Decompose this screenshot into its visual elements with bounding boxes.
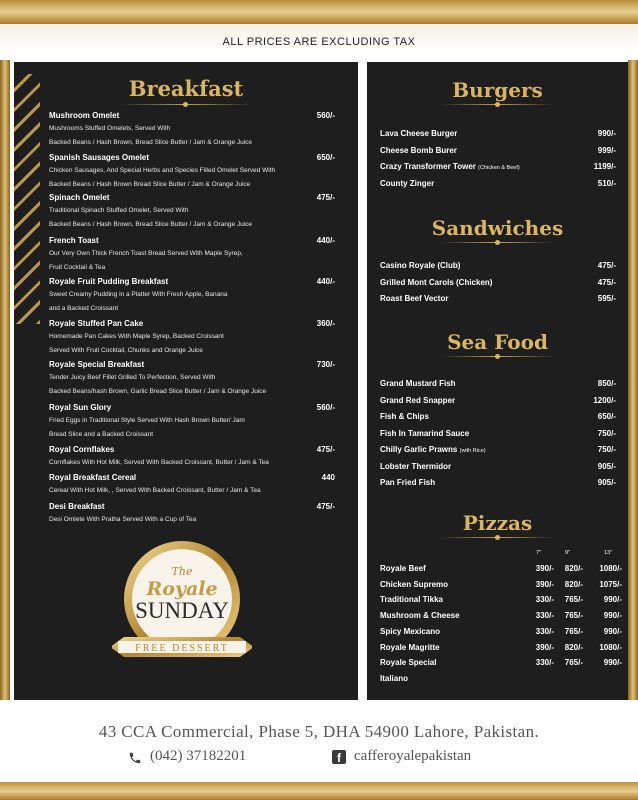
pizza-item-price: 390/-	[535, 642, 554, 652]
pizza-item-price: 765/-	[564, 611, 583, 621]
sandwiches-item-name	[380, 294, 448, 303]
burgers-item-note: (Chicken & Beef)	[478, 165, 520, 171]
burgers-item-name	[380, 162, 520, 171]
breakfast-item-price: 360/-	[316, 319, 335, 328]
seafood-item-name	[380, 429, 469, 438]
seafood-item	[380, 478, 616, 490]
burgers-item-name-text: Cheese Bomb Burer	[380, 145, 457, 155]
breakfast-item	[49, 445, 335, 457]
pizza-size-header: 13"	[604, 550, 613, 556]
seafood-rule-dot	[495, 354, 500, 359]
burgers-title: Burgers	[452, 78, 543, 102]
breakfast-item	[49, 277, 335, 289]
breakfast-item-desc: Cereal With Hot Milk, , Served With Backed Croissant, Butter / Jam & Tea	[49, 487, 261, 494]
facebook-icon: f	[332, 750, 346, 764]
breakfast-item	[49, 360, 335, 372]
pizza-item-price: 765/-	[564, 626, 583, 636]
breakfast-item-desc: Served With Fruit Cocktail, Chunks and Orange Juice	[49, 347, 203, 354]
breakfast-item-name: Royal Sun Glory	[49, 403, 112, 412]
breakfast-item	[49, 236, 335, 248]
seafood-item-name-text: Fish & Chips	[380, 412, 429, 421]
breakfast-item-name: Spanish Sausages Omelet	[49, 153, 150, 162]
breakfast-item-desc: Desi Omlete With Pratha Served With a Cup of Tea	[49, 516, 197, 523]
breakfast-item-name: Royale Fruit Pudding Breakfast	[49, 277, 169, 286]
pizzas-rule-dot	[495, 535, 500, 540]
breakfast-item-price: 560/-	[316, 111, 335, 120]
breakfast-item-price: 475/-	[316, 445, 335, 454]
breakfast-item-name: Royal Cornflakes	[49, 445, 115, 454]
breakfast-item-name: Spinach Omelet	[49, 193, 110, 202]
breakfast-item-name: Desi Breakfast	[49, 502, 105, 511]
seafood-item-price: 750/-	[597, 445, 616, 454]
pizza-item-price: 990/-	[603, 626, 622, 636]
pizza-item-price: 820/-	[564, 564, 583, 573]
pizza-item-name: Italiano	[380, 673, 409, 683]
breakfast-item	[49, 319, 335, 331]
breakfast-item-price: 560/-	[316, 403, 335, 412]
burgers-item-price: 510/-	[597, 178, 616, 188]
breakfast-item-desc: Mushrooms Stuffed Omelets, Served With	[49, 125, 171, 132]
breakfast-item-desc: and a Backed Croissant	[49, 305, 119, 312]
breakfast-item-desc: Homemade Pan Cakes With Maple Syrep, Backed Croissant	[49, 333, 224, 340]
burgers-item	[380, 146, 616, 158]
facebook-handle: cafferoyalepakistan	[354, 748, 472, 764]
breakfast-item-desc: Backed Beans/hash Brown, Garlic Bread Slice Butter / Jam & Orange Juice	[49, 388, 267, 395]
seafood-item-price: 750/-	[597, 428, 616, 438]
pizza-item-price: 330/-	[535, 658, 554, 668]
pizza-item-name: Mushroom & Cheese	[380, 611, 460, 621]
burgers-item-name	[380, 179, 434, 188]
breakfast-item-price: 650/-	[316, 153, 335, 162]
seafood-item	[380, 412, 616, 424]
burgers-item-name	[380, 129, 457, 138]
breakfast-item-desc: Traditional Spinach Stuffed Omelet, Served With	[49, 207, 189, 214]
burgers-item	[380, 129, 616, 141]
seafood-item-name	[380, 396, 455, 405]
seafood-item	[380, 396, 616, 408]
pizza-item-price: 330/-	[535, 611, 554, 621]
burgers-item	[380, 179, 616, 191]
burgers-item-price: 999/-	[597, 145, 616, 155]
sandwiches-item-price: 595/-	[597, 294, 616, 303]
pizza-item-price: 390/-	[535, 579, 554, 589]
sandwiches-item-price: 475/-	[597, 261, 616, 270]
seafood-item	[380, 462, 616, 474]
badge-royale: Royale	[146, 578, 218, 600]
pizza-item-price: 990/-	[603, 595, 622, 605]
sandwiches-item-price: 475/-	[597, 277, 616, 287]
breakfast-item-price: 440/-	[316, 277, 335, 286]
sandwiches-title: Sandwiches	[431, 216, 564, 240]
seafood-item-name	[380, 412, 429, 421]
breakfast-item	[49, 111, 335, 123]
breakfast-item-price: 475/-	[316, 502, 335, 511]
burgers-item-name-text: Crazy Transformer Tower	[380, 162, 476, 171]
pizza-item-price: 390/-	[535, 564, 554, 573]
breakfast-item-name: French Toast	[49, 236, 99, 245]
seafood-item	[380, 429, 616, 441]
breakfast-item-desc: Our Very Own Thick French Toast Bread Served With Maple Syrep,	[49, 250, 243, 257]
breakfast-item	[49, 473, 335, 485]
pizza-item-price: 765/-	[564, 658, 583, 668]
decorative-chevrons	[14, 74, 40, 324]
sandwiches-item-name	[380, 278, 492, 287]
seafood-item-price: 650/-	[597, 412, 616, 421]
pizza-item-price: 1080/-	[599, 564, 622, 573]
royale-sunday-badge	[112, 537, 252, 677]
seafood-item-name-text: Grand Red Snapper	[380, 395, 456, 405]
pizza-item-price: 330/-	[535, 626, 554, 636]
breakfast-item-desc: Cornflakes With Hot Milk, Served With Backed Croissant, Butter / Jam & Tea	[49, 459, 269, 466]
sandwiches-item	[380, 294, 616, 306]
seafood-item-name-text: Chilly Garlic Prawns	[380, 445, 458, 454]
seafood-item-price: 905/-	[597, 478, 616, 487]
pizza-item-price: 990/-	[603, 611, 622, 621]
seafood-item-name-text: Fish In Tamarind Sauce	[380, 428, 470, 438]
breakfast-item-desc: Backed Beans / Hash Brown Bread Slice Butter / Jam & Orange Juice	[49, 181, 251, 188]
sandwiches-rule-dot	[495, 240, 500, 245]
breakfast-item-price: 440	[321, 473, 335, 482]
pizza-item-price: 820/-	[564, 579, 583, 589]
breakfast-item-name: Royale Special Breakfast	[49, 360, 145, 369]
seafood-item-price: 905/-	[597, 461, 616, 471]
breakfast-item-desc: Fried Eggs in Traditional Style Served With Hash Brown Butter/ Jam	[49, 417, 245, 424]
breakfast-item-name: Mushroom Omelet	[49, 111, 120, 120]
badge-free-dessert: FREE DESSERT	[135, 643, 229, 654]
phone-number: (042) 37182201	[150, 748, 247, 764]
pizza-item-name: Spicy Mexicano	[380, 626, 441, 636]
burgers-item-name-text: Lava Cheese Burger	[380, 129, 458, 138]
breakfast-item-desc: Tender Juicy Beef Fillet Grilled To Perfection, Served With	[49, 374, 216, 381]
seafood-title: Sea Food	[447, 330, 548, 354]
sandwiches-item	[380, 261, 616, 273]
burgers-rule-dot	[495, 102, 500, 107]
sandwiches-item-name-text: Casino Royale (Club)	[380, 261, 461, 270]
seafood-item-name	[380, 478, 435, 487]
bottom-gold-bar	[0, 782, 638, 800]
breakfast-item	[49, 193, 335, 205]
pizza-item-price: 1075/-	[599, 579, 622, 589]
breakfast-item-desc: Bread Slice and a Backed Croissant	[49, 431, 154, 438]
badge-the: The	[171, 565, 193, 578]
pizza-item-price: 820/-	[564, 642, 583, 652]
burgers-item	[380, 162, 616, 174]
seafood-item-price: 1200/-	[593, 395, 616, 405]
breakfast-item-price: 475/-	[316, 193, 335, 202]
seafood-item	[380, 379, 616, 391]
breakfast-item	[49, 403, 335, 415]
burgers-item-name-text: County Zinger	[380, 178, 435, 188]
sandwiches-item	[380, 278, 616, 290]
breakfast-item-desc: Backed Beans / Hash Brown, Bread Slice Butter / Jam & Orange Juice	[49, 139, 253, 146]
pizza-item-price: 330/-	[535, 595, 554, 605]
seafood-item-name-text: Pan Fried Fish	[380, 478, 436, 487]
pizza-item-price: 990/-	[603, 658, 622, 668]
phone-icon	[128, 751, 142, 765]
seafood-item-note: (with Rice)	[459, 448, 486, 454]
seafood-item-name-text: Lobster Thermidor	[380, 461, 452, 471]
burgers-item-price: 990/-	[597, 129, 616, 138]
burgers-item-price: 1199/-	[593, 162, 616, 171]
sandwiches-item-name	[380, 261, 460, 270]
pizza-size-header: 9"	[565, 550, 571, 556]
seafood-item-name	[380, 445, 486, 454]
pizza-item-name: Traditional Tikka	[380, 595, 443, 605]
pizza-item-name: Royale Magritte	[380, 642, 440, 652]
badge-sunday: SUNDAY	[135, 598, 229, 623]
seafood-item-name	[380, 379, 456, 388]
breakfast-rule-dot	[183, 102, 188, 107]
breakfast-item-desc: Sweet Creamy Pudding in a Platter With Fresh Apple, Banana	[49, 291, 228, 298]
breakfast-item-name: Royal Breakfast Cereal	[49, 473, 137, 482]
breakfast-item	[49, 153, 335, 165]
breakfast-title: Breakfast	[128, 76, 244, 101]
left-gold-stripe	[0, 60, 10, 700]
breakfast-item-desc: Backed Beans / Hash Brown, Bread Slice Butter / Jam & Orange Juice	[49, 221, 253, 228]
breakfast-item-price: 730/-	[316, 360, 335, 369]
breakfast-item	[49, 502, 335, 514]
address: 43 CCA Commercial, Phase 5, DHA 54900 Lahore, Pakistan.	[98, 722, 540, 741]
right-gold-stripe	[628, 60, 638, 700]
sandwiches-item-name-text: Roast Beef Vector	[380, 294, 449, 303]
tax-note: ALL PRICES ARE EXCLUDING TAX	[0, 24, 638, 54]
burgers-item-name	[380, 146, 457, 155]
seafood-item-price: 850/-	[597, 379, 616, 388]
seafood-item	[380, 445, 616, 457]
pizza-size-header: 7"	[536, 550, 542, 556]
sandwiches-item-name-text: Grilled Mont Carols (Chicken)	[380, 277, 493, 287]
pizza-item-name: Chicken Supremo	[380, 579, 449, 589]
seafood-item-name-text: Grand Mustard Fish	[380, 379, 456, 388]
seafood-item-name	[380, 462, 451, 471]
breakfast-item-desc: Chicken Sausages, And Special Herbs and Species Filled Omelet Served With	[49, 167, 276, 174]
pizza-item-name: Royale Special	[380, 658, 437, 668]
breakfast-item-price: 440/-	[316, 236, 335, 245]
top-gold-bar	[0, 0, 638, 24]
breakfast-item-desc: Fruit Cocktail & Tea	[49, 264, 106, 271]
pizza-item-price: 1080/-	[599, 642, 622, 652]
breakfast-item-name: Royale Stuffed Pan Cake	[49, 319, 144, 328]
pizza-item-name: Royale Beef	[380, 564, 426, 573]
pizza-item-price: 765/-	[564, 595, 583, 605]
pizzas-title: Pizzas	[462, 511, 533, 535]
